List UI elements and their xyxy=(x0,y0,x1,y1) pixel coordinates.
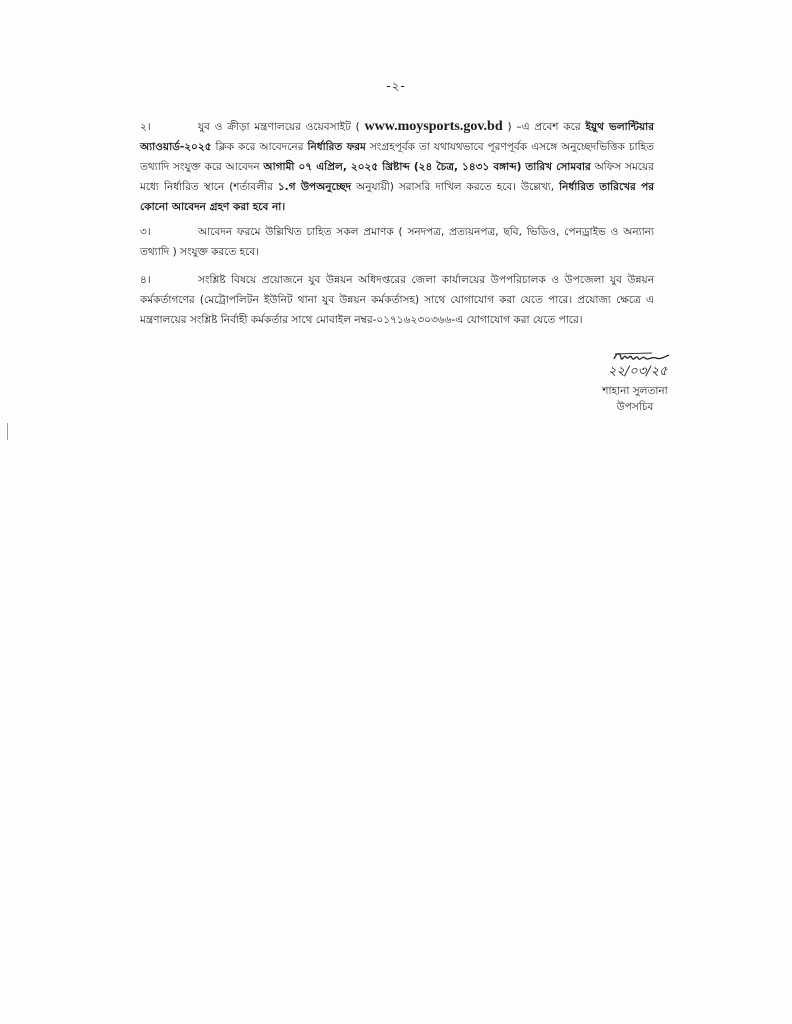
paragraph-4 xyxy=(140,270,654,330)
paragraph-text: ) –এ প্রবেশ করে xyxy=(507,121,581,133)
page-number: -২- xyxy=(386,79,406,93)
paragraph-number: ৩। xyxy=(140,226,151,238)
paragraph-number: ২। xyxy=(140,121,151,133)
paragraph-text: সংগ্রহপূর্বক তা যথাযথভাবে পূরণপূর্বক এসঙ্গে অনুচ্ছেদভিত্তিক চাহিত তথ্যাদি সংযুক্ত করে আবেদন xyxy=(140,141,654,173)
paragraph-2 xyxy=(140,117,654,217)
scan-artifact-line xyxy=(7,423,8,440)
paragraph-text: ক্লিক করে আবেদনের xyxy=(215,141,304,153)
deadline-date: আগামী ০৭ এপ্রিল, ২০২৫ খ্রিষ্টাব্দ (২৪ চৈত্র, ১৪৩১ বঙ্গাব্দ) তারিখ সোমবার xyxy=(263,161,591,173)
signatory-name: শাহানা সুলতানা xyxy=(602,385,668,397)
form-name: নির্ধারিত ফরম xyxy=(307,141,366,153)
late-notice: নির্ধারিত তারিখের পর কোনো আবেদন গ্রহণ করা হবে না। xyxy=(140,181,655,213)
paragraph-text: অনুযায়ী) সরাসরি দাখিল করতে হবে। উল্লেখ্য, xyxy=(356,181,555,193)
award-name: ইয়ুথ ভলান্টিয়ার অ্যাওয়ার্ড-২০২৫ xyxy=(140,121,654,153)
signatory-title: উপসচিব xyxy=(616,401,654,413)
signature-block xyxy=(590,350,680,415)
paragraph-3 xyxy=(140,222,654,262)
paragraph-number: ৪। xyxy=(140,274,151,286)
paragraph-text: অফিস সময়ের মধ্যে নির্ধারিত স্থানে (শর্তাবলীর xyxy=(140,161,654,193)
website-url: www.moysports.gov.bd xyxy=(364,119,503,134)
paragraph-text: আবেদন ফরমে উল্লিখিত চাহিত সকল প্রমাণক ( সনদপত্র, প্রত্যয়নপত্র, ছবি, ভিডিও, পেনড্রাইভ ও অন্যান্য তথ্যাদি ) সংযুক্ত করতে হবে। xyxy=(140,226,654,258)
paragraph-text: যুব ও ক্রীড়া মন্ত্রণালয়ের ওয়েবসাইট ( xyxy=(198,121,360,133)
signature-date: ২২/০৩/২৫ xyxy=(608,364,668,379)
subsection-reference: ১.গ উপঅনুচ্ছেদ xyxy=(277,181,352,193)
paragraph-text: সংশ্লিষ্ট বিষয়ে প্রয়োজনে যুব উন্নয়ন অধিদপ্তরের জেলা কার্যালয়ের উপপরিচালক ও উপজেলা যুব উন্নয়ন কর্মকর্তাগণের (মেট্রোপলিটন ইউনিট থানা যুব উন্নয়ন কর্মকর্তাসহ) সাথে যোগাযোগ করা যেতে পারে। প্রযোজ্য ক্ষেত্রে এ মন্ত্রণালয়ের সংশ্লিষ্ট নির্বাহী কর্মকর্তার সাথে মোবাইল নম্বর-০১৭১৬২৩০৩৬৬-এ যোগাযোগ করা যেতে পারে। xyxy=(140,274,654,326)
